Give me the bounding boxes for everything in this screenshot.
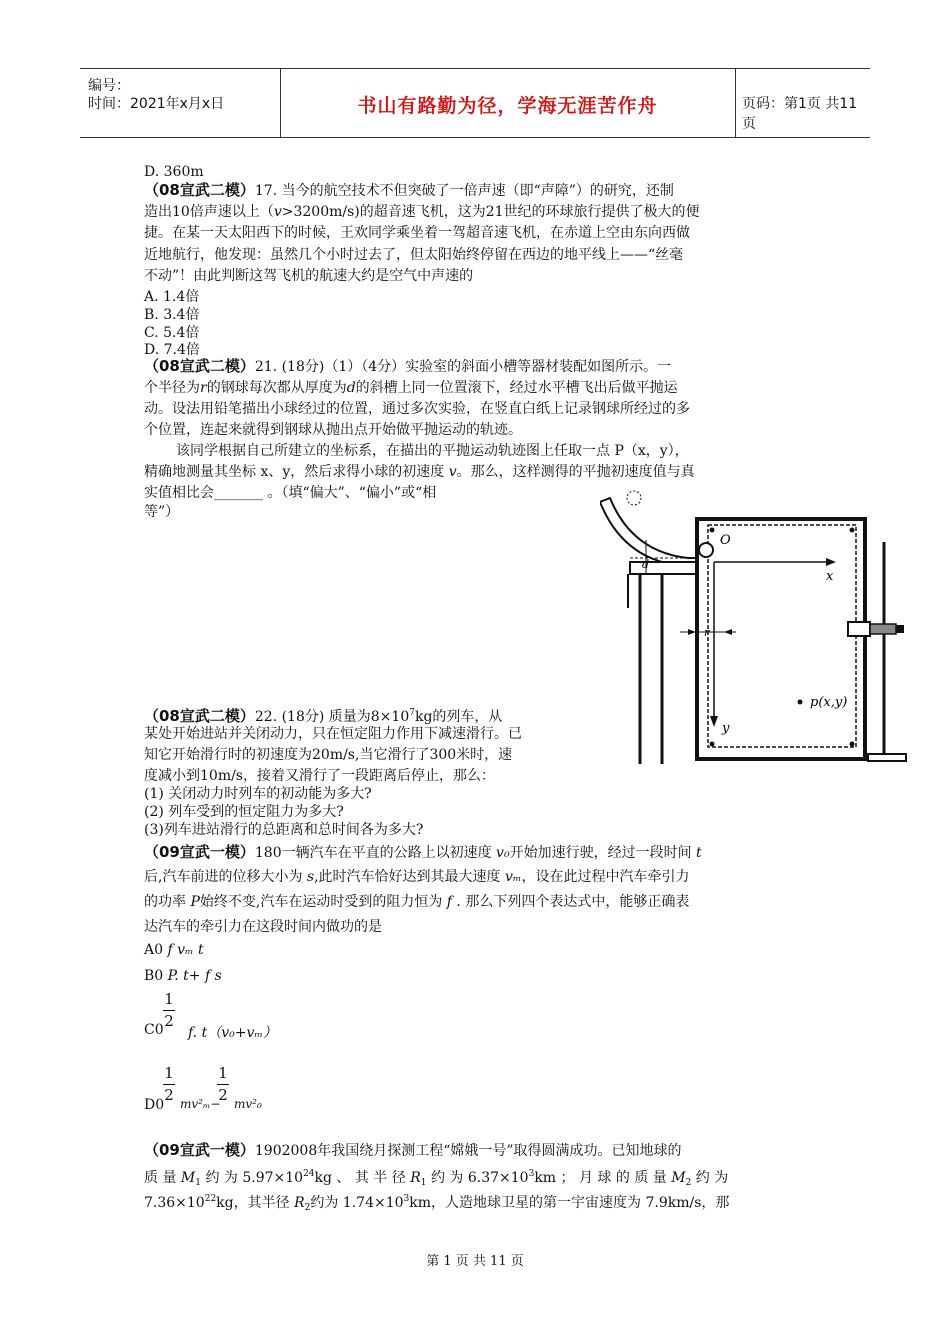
q21-line4: 个位置，连起来就得到钢球从抛出点开始做平抛运动的轨迹。 [144, 422, 522, 438]
q190-line1: （09宣武一模）1902008年我国绕月探测工程“嫦娥一号”取得圆满成功。已知地球的 [144, 1141, 682, 1159]
q180-option-d-expr2: mv²₀ [234, 1097, 262, 1111]
q180-line1: （09宣武一模）180一辆汽车在平直的公路上以初速度 v₀开始加速行驶，经过一段时间 t [144, 843, 702, 861]
q21-line7: 实值相比会_______ 。（填“偏大”、“偏小”或“相 [144, 485, 437, 501]
header-motto-cell [280, 69, 736, 137]
doc-number-label: 编号： [88, 78, 130, 94]
clamp [848, 622, 870, 636]
q17-line3: 捷。在某一天太阳西下的时候，王欢同学乘坐着一驾超音速飞机，在赤道上空由东向西做 [144, 225, 690, 241]
q180-option-d: D0 [144, 1097, 165, 1113]
label-origin: O [720, 533, 731, 548]
q17-line2: 造出10倍声速以上（v>3200m/s)的超音速飞机，这为21世纪的环球旅行提供了极大的便 [144, 204, 700, 220]
projectile-apparatus-figure [600, 482, 910, 772]
q190-source: （09宣武一模） [144, 1141, 255, 1159]
q22-line3: 知它开始滑行时的初速度为20m/s,当它滑行了300米时，速 [144, 747, 513, 763]
q22-line2: 某处开始进站并关闭动力，只在恒定阻力作用下减速滑行。已 [144, 726, 522, 742]
label-y-axis: y [722, 721, 730, 736]
ball [699, 543, 713, 557]
q22-sub2: (2) 列车受到的恒定阻力为多大? [144, 804, 344, 820]
q21-line1: （08宣武二模）21. (18分)（1）（4分）实验室的斜面小槽等器材装配如图所示。一 [144, 357, 672, 375]
q21-line2: 个半径为r的钢球每次都从厚度为d的斜槽上同一位置滚下，经过水平槽飞出后做平抛运 [144, 380, 678, 396]
table-top [630, 562, 700, 574]
q21-line8: 等”） [144, 504, 180, 520]
inclined-groove [600, 498, 704, 566]
q190-line2: 质 量 $M_1$ 约 为 $5.97\times 10^{24}kg$ 、 其 半 径 $R_1$ 约 为 $6.37\times 10^3km$ ； 月 球 的 质 量 $M_2$ 约 为 [144, 1169, 729, 1188]
q180-source: （09宣武一模） [144, 843, 255, 861]
q21-line6: 精确地测量其坐标 x、y，然后求得小球的初速度 v。那么，这样测得的平抛初速度值与真 [144, 464, 695, 480]
q22-line1: （08宣武二模）22. (18分) 质量为$8\times 10^7kg$的列车，从 [144, 707, 503, 725]
q180-option-b: B0 P. t+ f s [144, 968, 222, 984]
q21-line3: 动。设法用铅笔描出小球经过的位置，通过多次实验，在竖直白纸上记录钢球所经过的多 [144, 401, 690, 417]
q180-option-c-expr: f. t（v₀+vₘ） [188, 1025, 277, 1041]
page-footer: 第 1 页 共 11 页 [426, 1254, 524, 1269]
point-p [798, 700, 803, 705]
q22-sub1: (1) 关闭动力时列车的初动能为多大? [144, 786, 372, 802]
q17-option-d: D. 7.4倍 [144, 342, 200, 358]
q190-line3: $7.36\times 10^{22}kg$，其半径 $R_2$约为 $1.74\times 10^3km$，人造地球卫星的第一宇宙速度为 7.9km/s，那 [144, 1194, 730, 1213]
q180-option-a: A0 f vₘ t [144, 942, 204, 958]
ball-start [627, 491, 641, 505]
page-info: 页码：第1页 共11页 [742, 96, 858, 132]
header-motto: 书山有路勤为径，学海无涯苦作舟 [357, 95, 658, 117]
label-d: d [642, 558, 650, 571]
label-r: r [704, 626, 710, 639]
q22-sub3: (3)列车进站滑行的总距离和总时间各为多大? [144, 822, 424, 838]
q17-option-b: B. 3.4倍 [144, 307, 200, 323]
page-header [80, 68, 870, 138]
q17-option-a: A. 1.4倍 [144, 289, 200, 305]
q21-source: （08宣武二模） [144, 357, 255, 375]
q180-line4: 达汽车的牵引力在这段时间内做功的是 [144, 919, 382, 935]
prev-option-d: D. 360m [144, 164, 204, 180]
label-point-p: p(x,y) [810, 695, 848, 710]
label-x-axis: x [826, 569, 834, 584]
q180-line2: 后,汽车前进的位移大小为 s,此时汽车恰好达到其最大速度 vₘ，设在此过程中汽车牵引力 [144, 869, 690, 885]
q21-line5: 该同学根据自己所建立的坐标系，在描出的平抛运动轨迹图上任取一点 P（x，y）， [176, 443, 689, 459]
q17-option-c: C. 5.4倍 [144, 325, 200, 341]
q17-line1: （08宣武二模）17. 当今的航空技术不但突破了一倍声速（即“声障”）的研究，还制 [144, 181, 674, 199]
q17-line5: 不动”！由此判断这驾飞机的航速大约是空气中声速的 [144, 268, 474, 284]
q17-line4: 近地航行，他发现：虽然几个小时过去了，但太阳始终停留在西边的地平线上——“丝毫 [144, 247, 684, 263]
header-meta [80, 69, 281, 137]
q17-source: （08宣武二模） [144, 181, 255, 199]
q22-line4: 度减小到10m/s，接着又滑行了一段距离后停止，那么： [144, 768, 495, 784]
q180-option-c: C0 [144, 1022, 164, 1038]
q180-line3: 的功率 P始终不变,汽车在运动时受到的阻力恒为 f . 那么下列四个表达式中，能够正确表 [144, 894, 690, 910]
q22-source: （08宣武二模） [144, 707, 255, 725]
q180-option-d-expr1: mv²ₘ− [180, 1097, 221, 1111]
doc-time-label: 时间：2021年x月x日 [88, 96, 225, 112]
